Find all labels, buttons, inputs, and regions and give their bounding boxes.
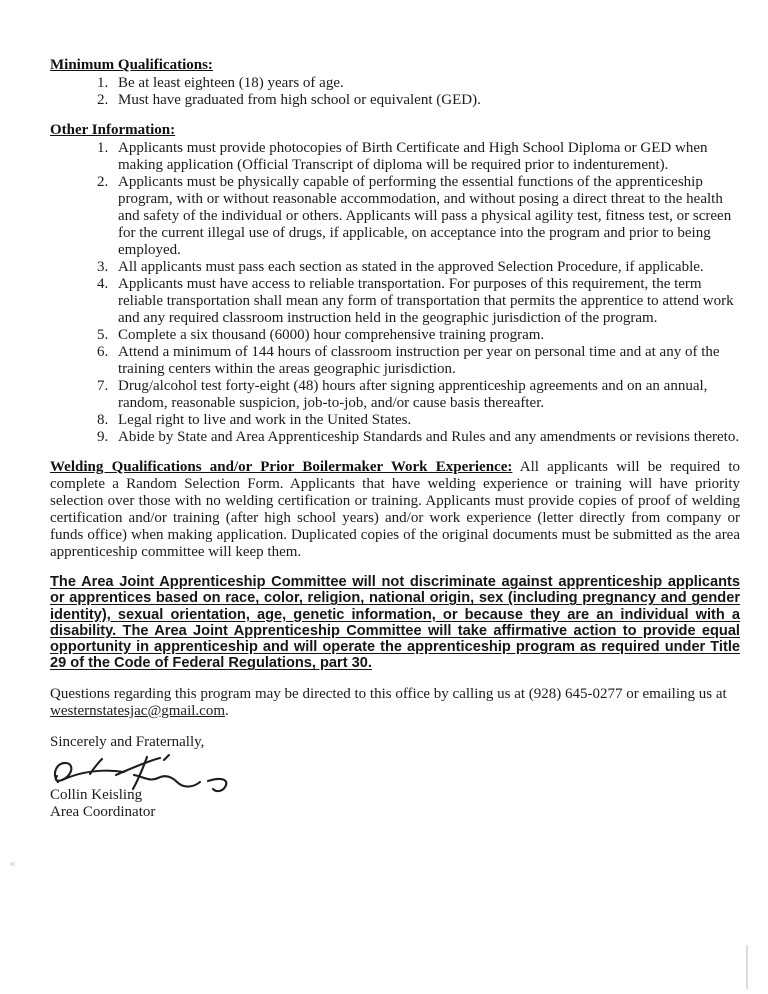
list-item-number: 3. [97, 259, 109, 275]
scan-artifact-line [746, 945, 748, 989]
list-item-text: All applicants must pass each section as stated in the approved Selection Procedure, if applicable. [118, 259, 704, 275]
welding-qualifications-paragraph [50, 459, 740, 561]
list-item-number: 9. [97, 429, 109, 445]
list-item-number: 1. [97, 140, 109, 156]
list-item-text: Abide by State and Area Apprenticeship Standards and Rules and any amendments or revisions thereto. [118, 429, 740, 445]
list-item [50, 429, 740, 446]
minimum-qualifications-list [50, 75, 740, 109]
closing-block [50, 734, 740, 821]
section-minimum-qualifications [50, 57, 740, 109]
eeo-statement: The Area Joint Apprenticeship Committee will not discriminate against apprenticeship applicants or apprentices based on race, color, religion, national origin, sex (including pregnancy and gender identity), sexual orientation, age, genetic information, or because they are an individual with a disability. The Area Joint Apprenticeship Committee will take affirmative action to provide equal opportunity in apprenticeship and will operate the apprenticeship program as required under Title 29 of the Code of Federal Regulations, part 30. [50, 574, 740, 672]
list-item [50, 259, 740, 276]
list-item-number: 5. [97, 327, 109, 343]
list-item-number: 6. [97, 344, 109, 360]
list-item [50, 174, 740, 259]
contact-email: westernstatesjac@gmail.com [50, 702, 226, 719]
letter-body [50, 57, 740, 821]
list-item [50, 276, 740, 327]
scan-artifact-dot [10, 862, 15, 866]
welding-qualifications-body: All applicants will be required to complete a Random Selection Form. Applicants that have welding experience or training will have priority selection over those with no welding certification or training. Applicants must provide copies of proof of welding certification and/or training (after high school years) and/or work experience (letter directly from company or funds office) when making application. Duplicated copies of the original documents must be submitted as the area apprenticeship committee will keep them. [50, 459, 740, 560]
welding-qualifications-heading: Welding Qualifications and/or Prior Boilermaker Work Experience: [50, 459, 513, 475]
signature-name: Collin Keisling [50, 786, 143, 803]
section-other-information [50, 122, 740, 446]
list-item-text: Must have graduated from high school or equivalent (GED). [118, 92, 481, 108]
other-information-heading: Other Information: [50, 122, 176, 138]
contact-text-end: . [225, 702, 229, 719]
list-item-number: 1. [97, 75, 109, 91]
list-item-text: Legal right to live and work in the United States. [118, 412, 412, 428]
list-item [50, 344, 740, 378]
valediction: Sincerely and Fraternally, [50, 733, 205, 750]
list-item-text: Drug/alcohol test forty-eight (48) hours after signing apprenticeship agreements and on an annual, random, reasonable suspicion, job-to-job, and/or cause basis thereafter. [118, 378, 708, 411]
list-item [50, 378, 740, 412]
list-item-number: 8. [97, 412, 109, 428]
list-item [50, 327, 740, 344]
minimum-qualifications-heading: Minimum Qualifications: [50, 57, 213, 73]
other-information-list [50, 140, 740, 446]
list-item-text: Applicants must have access to reliable transportation. For purposes of this requirement, the term reliable transportation shall mean any form of transportation that permits the apprentice to attend work and any required classroom instruction held in the geographic jurisdiction of the program. [118, 276, 734, 326]
list-item-text: Applicants must be physically capable of performing the essential functions of the apprenticeship program, with or without reasonable accommodation, and without posing a direct threat to the health and safety of the individual or others. Applicants will pass a physical agility test, fitness test, or screen for the current illegal use of drugs, if applicable, on acceptance into the program and prior to being employed. [118, 174, 732, 258]
list-item-text: Applicants must provide photocopies of Birth Certificate and High School Diploma or GED when making application (Official Transcript of diploma will be required prior to indenturement). [118, 140, 708, 173]
contact-text: Questions regarding this program may be directed to this office by calling us at (928) 645-0277 or emailing us at [50, 685, 727, 702]
signature-title: Area Coordinator [50, 803, 156, 820]
list-item-text: Attend a minimum of 144 hours of classroom instruction per year on personal time and at any of the training centers within the areas geographic jurisdiction. [118, 344, 720, 377]
contact-paragraph [50, 686, 740, 720]
list-item-text: Be at least eighteen (18) years of age. [118, 75, 344, 91]
list-item-number: 4. [97, 276, 109, 292]
list-item [50, 412, 740, 429]
list-item-text: Complete a six thousand (6000) hour comprehensive training program. [118, 327, 545, 343]
list-item-number: 2. [97, 174, 109, 190]
list-item [50, 75, 740, 92]
list-item [50, 140, 740, 174]
list-item [50, 92, 740, 109]
list-item-number: 7. [97, 378, 109, 394]
list-item-number: 2. [97, 92, 109, 108]
